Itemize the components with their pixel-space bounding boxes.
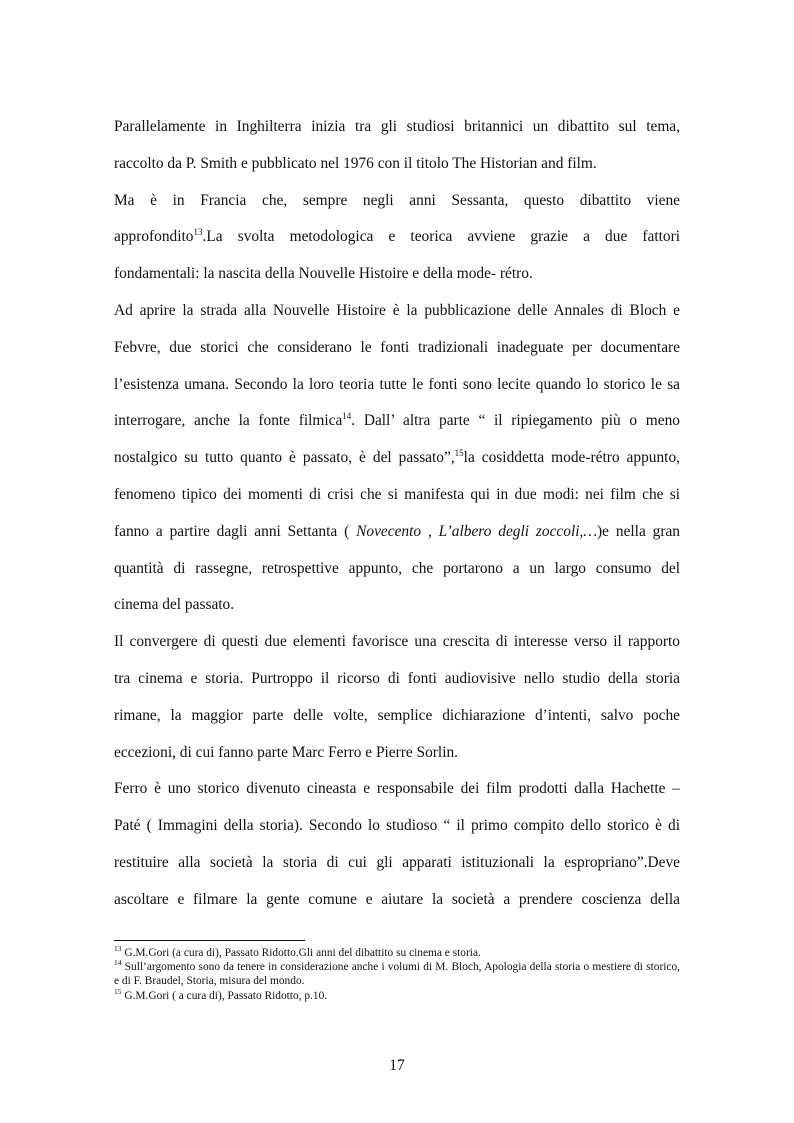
body-text (114, 109, 680, 919)
text-line: Ad aprire la strada alla Nouvelle Histoire è la pubblicazione delle Annales di Bloch e (114, 301, 680, 319)
text-line: Ferro è uno storico divenuto cineasta e responsabile dei film prodotti dalla Hachette – (114, 780, 680, 798)
film-titles: Novecento , L’albero degli zoccoli,… (349, 522, 598, 540)
footnote-number: 13 (114, 944, 122, 954)
text-line: Ma è in Francia che, sempre negli anni Sessanta, questo dibattito viene (114, 191, 680, 209)
text-line (114, 514, 680, 551)
text-line (114, 440, 680, 477)
footnote-ref-15[interactable]: 15 (454, 448, 464, 459)
text-line: fondamentali: la nascita della Nouvelle Histoire e della mode- rétro. (114, 265, 533, 283)
paragraph-5 (114, 771, 680, 918)
footnote-ref-13[interactable]: 13 (193, 227, 203, 238)
text-segment: . Dall’ altra parte “ il ripiegamento più o meno (351, 412, 680, 430)
text-line: restituire alla società la storia di cui gli apparati istituzionali la espropriano”.Deve (114, 853, 680, 871)
text-line: Febvre, due storici che considerano le fonti tradizionali inadeguate per documentare (114, 338, 680, 356)
page-number: 17 (389, 1057, 405, 1074)
paragraph-2 (114, 183, 680, 293)
footnote-text: Sull’argomento sono da tenere in considerazione anche i volumi di M. Bloch, Apologia della storia o mestiere di storico, e di F. Braudel, Storia, misura del mondo. (114, 961, 680, 988)
text-line: tra cinema e storia. Purtroppo il ricorso di fonti audiovisive nello studio della storia (114, 669, 680, 687)
text-segment: )e nella gran (597, 522, 681, 540)
footnote-divider (114, 940, 305, 941)
text-line: Parallelamente in Inghilterra inizia tra gli studiosi britannici un dibattito sul tema, (114, 118, 680, 135)
text-segment: approfondito (114, 228, 194, 246)
text-line: quantità di rassegne, retrospettive appunto, che portarono a un largo consumo del (114, 559, 680, 577)
text-line: eccezioni, di cui fanno parte Marc Ferro e Pierre Sorlin. (114, 743, 459, 761)
text-line: ascoltare e filmare la gente comune e aiutare la società a prendere coscienza della (114, 890, 680, 908)
text-line: l’esistenza umana. Secondo la loro teoria tutte le fonti sono lecite quando lo storico le sa (114, 375, 680, 393)
text-segment: nostalgico su tutto quanto è passato, è del passato”, (114, 449, 455, 467)
footnote-14 (114, 960, 680, 988)
paragraph-3 (114, 293, 680, 624)
footnote-ref-14[interactable]: 14 (342, 411, 352, 422)
text-line (114, 219, 680, 256)
text-line: rimane, la maggior parte delle volte, semplice dichiarazione d’intenti, salvo poche (114, 706, 680, 724)
text-segment: .La svolta metodologica e teorica avviene grazie a due fattori (202, 228, 680, 246)
footnotes (114, 946, 680, 1003)
footnote-number: 15 (114, 986, 122, 996)
paragraph-4 (114, 624, 680, 771)
text-line: raccolto da P. Smith e pubblicato nel 1976 con il titolo The Historian and film. (114, 154, 597, 172)
text-segment: la cosiddetta mode-rétro appunto, (463, 449, 680, 467)
footnote-text: G.M.Gori (a cura di), Passato Ridotto.Gli anni del dibattito su cinema e storia. (121, 947, 481, 959)
footnote-15 (114, 986, 680, 1003)
text-line: cinema del passato. (114, 596, 235, 614)
text-segment: interrogare, anche la fonte filmica (114, 412, 343, 430)
text-line: fenomeno tipico dei momenti di crisi che si manifesta qui in due modi: nei film che si (114, 485, 680, 503)
text-line: Il convergere di questi due elementi favorisce una crescita di interesse verso il rapporto (114, 633, 680, 651)
text-line (114, 403, 680, 440)
text-segment: fanno a partire dagli anni Settanta ( (114, 522, 350, 540)
footnote-number: 14 (114, 958, 122, 968)
text-line: Paté ( Immagini della storia). Secondo lo studioso “ il primo compito dello storico è di (114, 817, 680, 835)
paragraph-1 (114, 109, 680, 183)
footnote-text: G.M.Gori ( a cura di), Passato Ridotto, p.10. (121, 989, 328, 1002)
footnote-13 (114, 946, 680, 960)
